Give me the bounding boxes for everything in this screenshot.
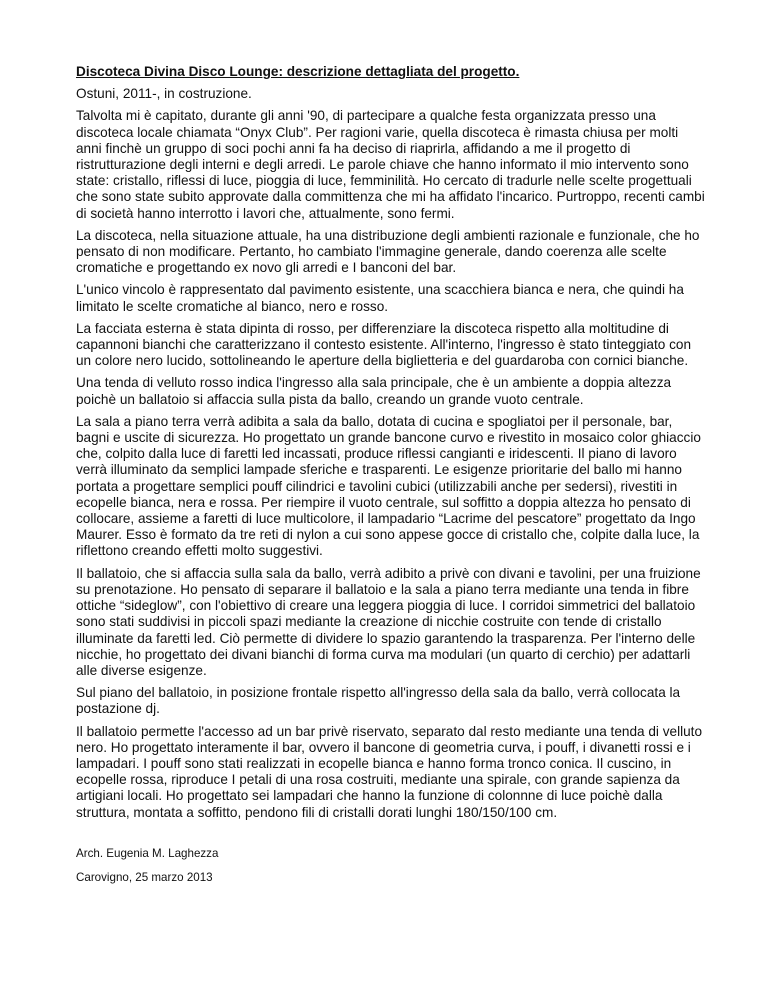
spacer xyxy=(76,827,706,847)
paragraph-facade: La facciata esterna è stata dipinta di rosso, per differenziare la discoteca rispetto alla moltitudine di capannoni bianchi che caratterizzano il contesto esistente. All'interno, l'ingresso è stato tinteggiato con un colore nero lucido, sottolineando le aperture della biglietteria e del guardaroba con cornici bianche. xyxy=(76,320,692,369)
paragraph-dj: Sul piano del ballatoio, in posizione frontale rispetto all'ingresso della sala da ballo, verrà collocata la postazione dj. xyxy=(76,685,681,717)
paragraph-balcony: Il ballatoio, che si affaccia sulla sala da ballo, verrà adibito a privè con divani e tavolini, per una fruizione su prenotazione. Ho pensato di separare il ballatoio e la sala a piano terra mediante una tenda in fibre ottiche “sideglow”, con l'obiettivo di creare una leggera pioggia di luce. I corridoi simmetrici del ballatoio sono stati suddivisi in piccoli spazi mediante la creazione di nicchie costruite con tende di cristallo illuminate da faretti led. Ciò permette di dividere lo spazio garantendo la trasparenza. Per l'interno delle nicchie, ho progettato dei divani bianchi di forma curva ma modulari (un quarto di cerchio) per adattarli alle diverse esigenze. xyxy=(76,565,701,678)
document-subtitle: Ostuni, 2011-, in costruzione. xyxy=(76,86,252,102)
signature: Arch. Eugenia M. Laghezza xyxy=(76,846,219,860)
paragraph-curtain: Una tenda di velluto rosso indica l'ingresso alla sala principale, che è un ambiente a doppia altezza poichè un ballatoio si affaccia sulla pista da ballo, creando un grande vuoto centrale. xyxy=(76,375,672,407)
paragraph-prive-bar: Il ballatoio permette l'accesso ad un bar privè riservato, separato dal resto mediante una tenda di velluto nero. Ho progettato interamente il bar, ovvero il bancone di geometria curva, i pouff, i divanetti rossi e i lampadari. I pouff sono stati realizzati in ecopelle bianca e hanno forma tronco conica. Il cuscino, in ecopelle rossa, riproduce I petali di una rosa costruiti, mediante una spirale, con grande sapienza da artigiani locali. Ho progettato sei lampadari che hanno la funzione di colonnne di luce poichè dalla struttura, montata a soffitto, pendono fili di cristalli dorati lunghi 180/150/100 cm. xyxy=(76,723,703,820)
paragraph-distribution: La discoteca, nella situazione attuale, ha una distribuzione degli ambienti razionale e funzionale, che ho pensato di non modificare. Pertanto, ho cambiato l'immagine generale, dando coerenza alle scelte cromatiche e progettando ex novo gli arredi e I banconi del bar. xyxy=(76,227,700,276)
place-date: Carovigno, 25 marzo 2013 xyxy=(76,870,213,884)
paragraph-intro: Talvolta mi è capitato, durante gli anni '90, di partecipare a qualche festa organizzata presso una discoteca locale chiamata “Onyx Club”. Per ragioni varie, quella discoteca è rimasta chiusa per molti anni finchè un gruppo di soci pochi anni fa ha deciso di riaprirla, affidando a me il progetto di ristrutturazione degli interni e degli arredi. Le parole chiave che hanno informato il mio intervento sono state: cristallo, riflessi di luce, pioggia di luce, femminilità. Ho cercato di tradurle nelle scelte progettuali che sono state subito approvate dalla committenza che mi ha affidato l'incarico. Purtroppo, recenti cambi di società hanno interrotto i lavori che, attualmente, sono fermi. xyxy=(76,108,705,221)
paragraph-floor: L'unico vincolo è rappresentato dal pavimento esistente, una scacchiera bianca e nera, che quindi ha limitato le scelte cromatiche al bianco, nero e rosso. xyxy=(76,282,684,314)
paragraph-dance-hall: La sala a piano terra verrà adibita a sala da ballo, dotata di cucina e spogliatoi per il personale, bar, bagni e uscite di sicurezza. Ho progettato un grande bancone curvo e rivestito in mosaico color ghiaccio che, colpito dalla luce di faretti led incassati, produce riflessi cangianti e iridescenti. Il piano di lavoro verrà illuminato da semplici lampade sferiche e trasparenti. Le esigenze prioritarie del ballo mi hanno portata a progettare semplici pouff cilindrici e tavolini cubici (utilizzabili anche per sedersi), rivestiti in ecopelle bianca, nera e rossa. Per riempire il vuoto centrale, sul soffitto a doppia altezza ho pensato di collocare, assieme a faretti di luce multicolore, il lampadario “Lacrime del pescatore” progettato da Ingo Maurer. Esso è formato da tre reti di nylon a cui sono appese gocce di cristallo che, colpite dalla luce, la riflettono creando effetti molto suggestivi. xyxy=(76,413,701,559)
document-title: Discoteca Divina Disco Lounge: descrizione dettagliata del progetto. xyxy=(76,64,520,79)
document-page xyxy=(76,64,706,895)
